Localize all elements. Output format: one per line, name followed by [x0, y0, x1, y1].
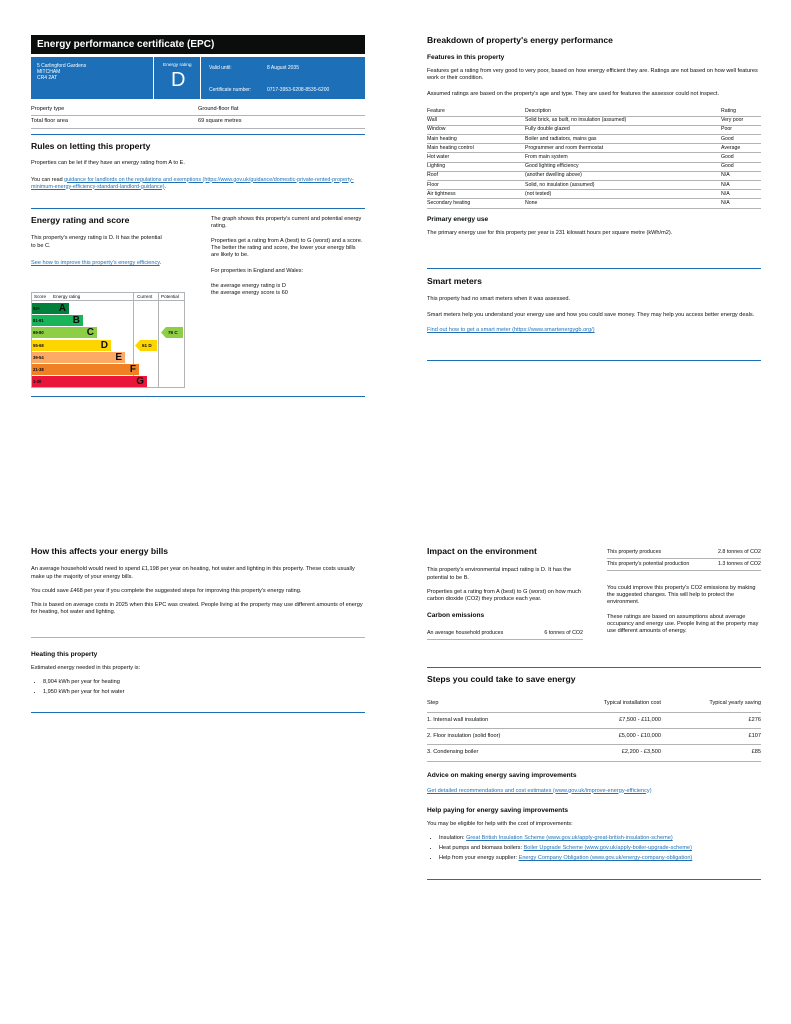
score-range-label: 39-54 [32, 352, 49, 363]
table-header-row [427, 696, 761, 712]
advice-link[interactable]: Get detailed recommendations and cost estimates (www.gov.uk/improve-energy-efficiency) [427, 787, 652, 794]
rating-band-f: F [49, 364, 139, 375]
feature-rating: Good [721, 162, 761, 171]
explainer-4 [211, 283, 364, 298]
summary-label: Property type [31, 104, 198, 116]
score-range-label: 55-68 [32, 340, 49, 351]
bills-text-1: An average household would need to spend £1,198 per year on heating, hot water and lighting in this property. These costs usually make up the majority of your energy bills. [31, 566, 355, 580]
impact-title: Impact on the environment [427, 546, 537, 556]
help-text: You may be eligible for help with the cost of improvements: [427, 820, 573, 827]
emissions-text-2: These ratings are based on assumptions about average occupancy and energy use. People living at the property may use different amounts of energy. [607, 613, 759, 635]
feature-name: Air tightness [427, 190, 525, 199]
energy-title: Energy rating and score [31, 215, 130, 225]
smart-meters-title: Smart meters [427, 276, 482, 286]
energy-rating-text: This property's energy rating is D. It has the potential to be C. [31, 235, 162, 249]
carbon-title: Carbon emissions [427, 612, 485, 620]
address-line-2: MITCHAM [37, 69, 61, 76]
feature-rating: N/A [721, 190, 761, 199]
certificate-number-value: 0717-3953-6208-8535-6200 [267, 87, 330, 93]
smart-meter-link-wrap [427, 327, 761, 334]
carbon-table [427, 628, 583, 640]
feature-description: Boiler and radiators, mains gas [525, 135, 721, 144]
divider [31, 396, 365, 397]
feature-rating: Average [721, 144, 761, 153]
step-name: 2. Floor insulation (solid floor) [427, 729, 577, 745]
feature-rating: Good [721, 153, 761, 162]
summary-table [31, 104, 365, 129]
table-row [427, 729, 761, 745]
impact-section [427, 546, 597, 640]
help-list [427, 835, 761, 863]
help-title: Help paying for energy saving improvements [427, 806, 569, 814]
summary-label: Total floor area [31, 116, 198, 128]
rating-band-d: D [49, 340, 111, 351]
step-name: 3. Condensing boiler [427, 745, 577, 761]
potential-rating-score-label: 76 C [168, 330, 178, 336]
feature-rating: Very poor [721, 116, 761, 125]
list-item: • 1,950 kWh per year for hot water [43, 689, 365, 696]
score-range-label: 69-80 [32, 327, 49, 338]
features-title: Features in this property [427, 54, 505, 62]
features-text-2: Assumed ratings are based on the property's age and type. They are used for features the assessor could not inspect. [427, 90, 720, 97]
step-cost: £7,500 - £11,000 [577, 712, 661, 728]
table-row [427, 116, 761, 125]
rating-band-e: E [49, 352, 125, 363]
table-row [427, 125, 761, 134]
energy-company-obligation-link[interactable]: Energy Company Obligation (www.gov.uk/energy-company-obligation) [518, 855, 693, 862]
average-score: the average energy score is 60 [211, 289, 288, 296]
rules-guidance-prefix: You can read [31, 176, 65, 183]
feature-name: Window [427, 125, 525, 134]
explainer-3: For properties in England and Wales: [211, 268, 304, 275]
table-row [427, 199, 761, 208]
feature-description: Fully double glazed [525, 125, 721, 134]
feature-rating: Poor [721, 125, 761, 134]
potential-label: This property's potential production [607, 558, 697, 570]
produces-label: This property produces [607, 547, 697, 558]
explainer-1: The graph shows this property's current and potential energy rating. [211, 216, 362, 230]
chart-header-score: Score [34, 294, 47, 299]
feature-description: From main system [525, 153, 721, 162]
landlord-guidance-link[interactable]: guidance for landlords on the regulations and exemptions (https://www.gov.uk/guidance/domestic-private-rented-property-minimum-energy-efficiency-standard-landlord-guidance) [31, 176, 354, 190]
column-header: Typical yearly saving [661, 696, 761, 712]
smart-meters-text-2: Smart meters help you understand your energy use and how you could save money. They may help you access better energy deals. [427, 311, 755, 318]
table-row [427, 162, 761, 171]
steps-title: Steps you could take to save energy [427, 674, 576, 684]
feature-name: Hot water [427, 153, 525, 162]
score-range-label: 81-91 [32, 315, 49, 326]
address [37, 63, 86, 82]
boiler-upgrade-link[interactable]: Boiler Upgrade Scheme (www.gov.uk/apply-boiler-upgrade-scheme) [523, 845, 692, 852]
summary-value: Ground-floor flat [198, 104, 365, 116]
divider [31, 134, 365, 135]
rating-band-g: G [49, 376, 147, 387]
step-name: 1. Internal wall insulation [427, 712, 577, 728]
divider [427, 360, 761, 361]
feature-name: Main heating [427, 135, 525, 144]
feature-description: None [525, 199, 721, 208]
bills-text-2: You could save £468 per year if you complete the suggested steps for improving this property's energy rating. [31, 587, 302, 594]
chart-header-current: Current [137, 294, 153, 299]
column-header: Step [427, 696, 577, 712]
feature-description: Good lighting efficiency [525, 162, 721, 171]
energy-rating-chart [31, 292, 185, 388]
smart-meters-text-1: This property had no smart meters when it was assessed. [427, 296, 571, 303]
potential-column-line [158, 293, 159, 387]
heating-text: Estimated energy needed in this property is: [31, 664, 141, 671]
step-saving: £85 [661, 745, 761, 761]
feature-description: Programmer and room thermostat [525, 144, 721, 153]
feature-description: (another dwelling above) [525, 171, 721, 180]
improve-link-wrap [31, 260, 163, 267]
rules-guidance-suffix: . [164, 183, 167, 190]
feature-name: Wall [427, 116, 525, 125]
current-rating-score-label: 61 D [142, 342, 152, 348]
table-row [427, 745, 761, 761]
certificate-number-label: Certificate number: [209, 87, 252, 93]
divider [31, 712, 365, 713]
average-rating: the average energy rating is D [211, 282, 286, 289]
rules-text: Properties can be let if they have an energy rating from A to E. [31, 160, 185, 167]
emissions-text-1: You could improve this property's CO2 emissions by making the suggested changes. This will help to protect the environment. [607, 584, 756, 606]
rules-section [31, 141, 361, 195]
list-item: • 8,904 kWh per year for heating [43, 679, 365, 686]
improve-efficiency-link[interactable]: See how to improve this property's energy efficiency [31, 259, 160, 266]
certificate-banner [31, 57, 365, 99]
divider [427, 667, 761, 668]
divider [427, 879, 761, 880]
chart-header-line [32, 300, 184, 301]
rating-panel [153, 57, 201, 99]
table-row [427, 712, 761, 728]
advice-link-wrap [427, 788, 761, 795]
smart-meter-link[interactable]: Find out how to get a smart meter (https://www.smartenergygb.org/) [427, 326, 595, 333]
valid-until-value: 8 August 2035 [267, 65, 299, 71]
valid-until-label: Valid until: [209, 65, 232, 71]
primary-energy-text: The primary energy use for this property per year is 231 kilowatt hours per square metre (kWh/m2). [427, 230, 673, 237]
impact-text-1: This property's environmental impact rating is D. It has the potential to be B. [427, 567, 572, 581]
emissions-panel [607, 547, 761, 639]
score-range-label: 21-38 [32, 364, 49, 375]
rating-letter: D [171, 69, 186, 91]
divider [31, 208, 365, 209]
potential-value: 1.3 tonnes of CO2 [697, 558, 761, 570]
feature-name: Main heating control [427, 144, 525, 153]
feature-rating: N/A [721, 181, 761, 190]
divider [427, 268, 761, 269]
address-line-3: CR4 2AT [37, 75, 58, 82]
list-item [439, 835, 761, 842]
summary-value: 69 square metres [198, 116, 365, 128]
step-saving: £276 [661, 712, 761, 728]
primary-energy-title: Primary energy use [427, 215, 489, 223]
page-title: Energy performance certificate (EPC) [37, 39, 215, 50]
step-saving: £107 [661, 729, 761, 745]
help-item-prefix: Heat pumps and biomass boilers: [439, 845, 524, 852]
column-header: Feature [427, 107, 525, 116]
table-row [427, 181, 761, 190]
breakdown-title: Breakdown of property's energy performance [427, 35, 613, 45]
list-item [439, 845, 761, 852]
table-row [427, 171, 761, 180]
table-row [31, 104, 365, 116]
rating-label: Energy rating [163, 63, 192, 68]
improve-link-suffix: . [159, 259, 162, 266]
rating-band-a: A [49, 303, 69, 314]
feature-description: Solid brick, as built, no insulation (assumed) [525, 116, 721, 125]
rating-band-b: B [49, 315, 83, 326]
heating-list [31, 679, 365, 697]
bills-text-3: This is based on average costs in 2025 when this EPC was created. People living at the property may use different amounts of energy for heating, hot water and lighting. [31, 602, 363, 616]
table-row [607, 547, 761, 558]
advice-title: Advice on making energy saving improvements [427, 771, 577, 779]
table-row [427, 144, 761, 153]
column-header: Rating [721, 107, 761, 116]
feature-name: Secondary heating [427, 199, 525, 208]
chart-header-potential: Potential [161, 294, 179, 299]
avg-household-label: An average household produces [427, 628, 517, 639]
insulation-scheme-link[interactable]: Great British Insulation Scheme (www.gov.uk/apply-great-british-insulation-scheme) [466, 834, 673, 841]
help-item-prefix: Help from your energy supplier: [439, 855, 519, 862]
steps-table [427, 696, 761, 761]
smart-meters-section [427, 276, 761, 338]
emissions-table [607, 547, 761, 571]
features-text-1: Features get a rating from very good to very poor, based on how energy efficient they are. Ratings are not based on how well features work or their condition. [427, 68, 758, 82]
avg-household-value: 6 tonnes of CO2 [517, 628, 583, 639]
impact-text-2: Properties get a rating from A (best) to G (worst) on how much carbon dioxide (CO2) they produce each year. [427, 588, 581, 603]
heating-title: Heating this property [31, 651, 98, 658]
feature-rating: Good [721, 135, 761, 144]
column-header: Typical installation cost [577, 696, 661, 712]
table-row [427, 135, 761, 144]
energy-explainer [211, 216, 364, 297]
table-row [31, 116, 365, 128]
table-header-row [427, 107, 761, 116]
produces-value: 2.8 tonnes of CO2 [697, 547, 761, 558]
score-range-label: 1-20 [32, 376, 49, 387]
feature-description: (not tested) [525, 190, 721, 199]
energy-section [31, 215, 201, 271]
address-line-1: 5 Carlingford Gardens [37, 63, 87, 69]
table-row [427, 153, 761, 162]
feature-name: Lighting [427, 162, 525, 171]
step-cost: £5,000 - £10,000 [577, 729, 661, 745]
rules-guidance [31, 177, 361, 191]
bills-section [31, 546, 365, 621]
score-range-label: 92+ [32, 303, 49, 314]
help-item-prefix: Insulation: [439, 834, 467, 841]
table-row [607, 558, 761, 570]
rules-title: Rules on letting this property [31, 141, 151, 151]
breakdown-section [427, 35, 761, 242]
feature-name: Floor [427, 181, 525, 190]
heating-section [31, 651, 365, 700]
feature-name: Roof [427, 171, 525, 180]
explainer-2: Properties get a rating from A (best) to G (worst) and a score. The better the rating and score, the lower your energy bills are likely to be. [211, 237, 363, 259]
list-item [439, 855, 761, 862]
feature-rating: N/A [721, 199, 761, 208]
page-title-bar [31, 35, 365, 54]
table-row [427, 190, 761, 199]
chart-header-rating: Energy rating [53, 294, 81, 299]
rating-band-c: C [49, 327, 97, 338]
divider [31, 637, 365, 638]
features-table [427, 107, 761, 209]
bills-title: How this affects your energy bills [31, 546, 169, 556]
step-cost: £2,200 - £3,500 [577, 745, 661, 761]
steps-section [427, 674, 761, 866]
feature-description: Solid, no insulation (assumed) [525, 181, 721, 190]
feature-rating: N/A [721, 171, 761, 180]
column-header: Description [525, 107, 721, 116]
table-row [427, 628, 583, 639]
